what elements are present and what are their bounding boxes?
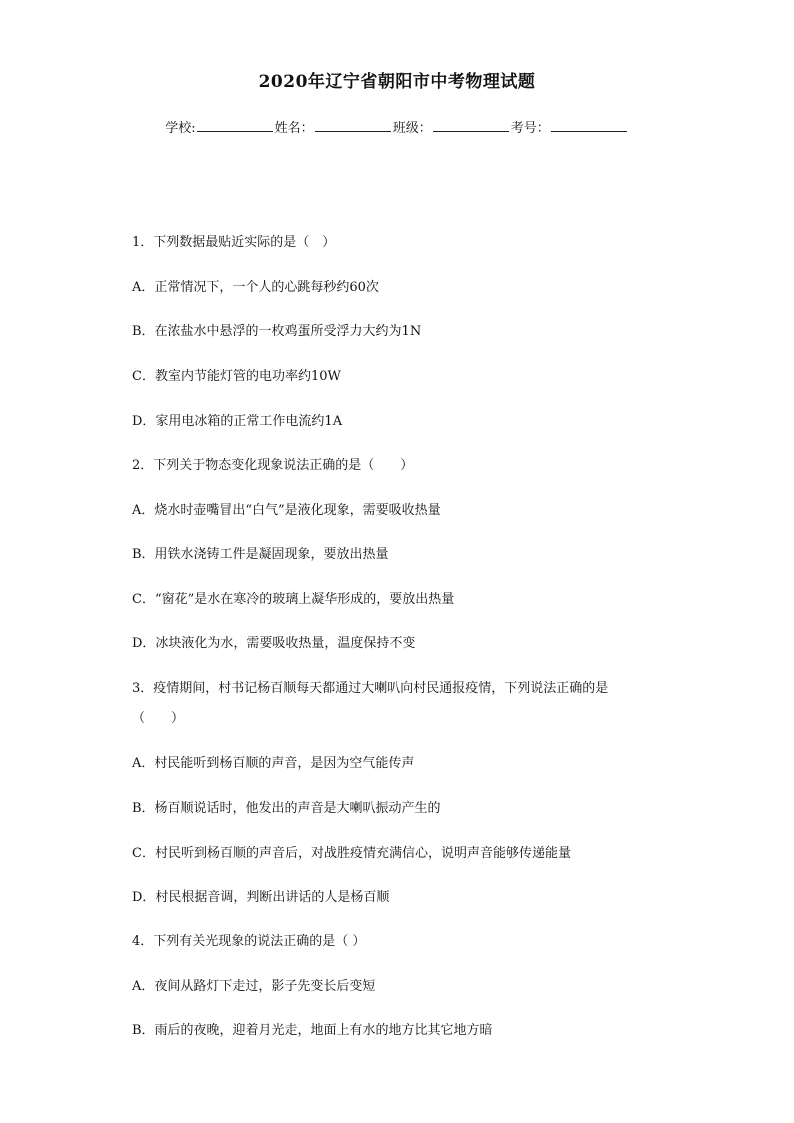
question-2-option-c: C．“窗花”是水在寒冷的玻璃上凝华形成的，要放出热量 [132, 592, 455, 607]
name-blank [315, 117, 391, 132]
question-1-option-a: A．正常情况下，一个人的心跳每秒约60次 [132, 280, 379, 295]
question-2-option-a: A．烧水时壶嘴冒出“白气”是液化现象，需要吸收热量 [132, 503, 441, 518]
question-1-option-d: D．家用电冰箱的正常工作电流约1A [132, 414, 343, 429]
question-3-option-a: A．村民能听到杨百顺的声音，是因为空气能传声 [132, 756, 415, 771]
question-1-option-b: B．在浓盐水中悬浮的一枚鸡蛋所受浮力大约为1N [132, 324, 422, 339]
question-2-option-d: D．冰块液化为水，需要吸收热量，温度保持不变 [132, 636, 416, 651]
question-4-option-b: B．雨后的夜晚，迎着月光走，地面上有水的地方比其它地方暗 [132, 1023, 493, 1038]
page-title: 2020年辽宁省朝阳市中考物理试题 [258, 72, 536, 92]
question-3-option-c: C．村民听到杨百顺的声音后，对战胜疫情充满信心，说明声音能够传递能量 [132, 846, 571, 861]
question-2-option-b: B．用铁水浇铸工件是凝固现象，要放出热量 [132, 547, 389, 562]
class-blank [433, 117, 509, 132]
question-3-stem-continued: （ ） [132, 711, 185, 726]
question-3-option-d: D．村民根据音调，判断出讲话的人是杨百顺 [132, 890, 390, 905]
question-2-stem: 2．下列关于物态变化现象说法正确的是（ ） [132, 458, 414, 473]
question-3-option-b: B．杨百顺说话时，他发出的声音是大喇叭振动产生的 [132, 801, 441, 816]
question-4-stem: 4．下列有关光现象的说法正确的是（ ） [132, 934, 366, 949]
school-label: 学校: [165, 121, 196, 136]
question-1-option-c: C．教室内节能灯管的电功率约10W [132, 369, 341, 384]
question-4-option-a: A．夜间从路灯下走过，影子先变长后变短 [132, 979, 376, 994]
question-1-stem: 1．下列数据最贴近实际的是（ ） [132, 235, 336, 250]
number-blank [551, 117, 627, 132]
name-label: 姓名： [274, 121, 314, 136]
number-label: 考号： [510, 121, 550, 136]
student-info-row [0, 117, 794, 139]
school-blank [197, 117, 273, 132]
question-3-stem: 3．疫情期间，村书记杨百顺每天都通过大喇叭向村民通报疫情，下列说法正确的是 [132, 681, 609, 696]
class-label: 班级： [392, 121, 432, 136]
